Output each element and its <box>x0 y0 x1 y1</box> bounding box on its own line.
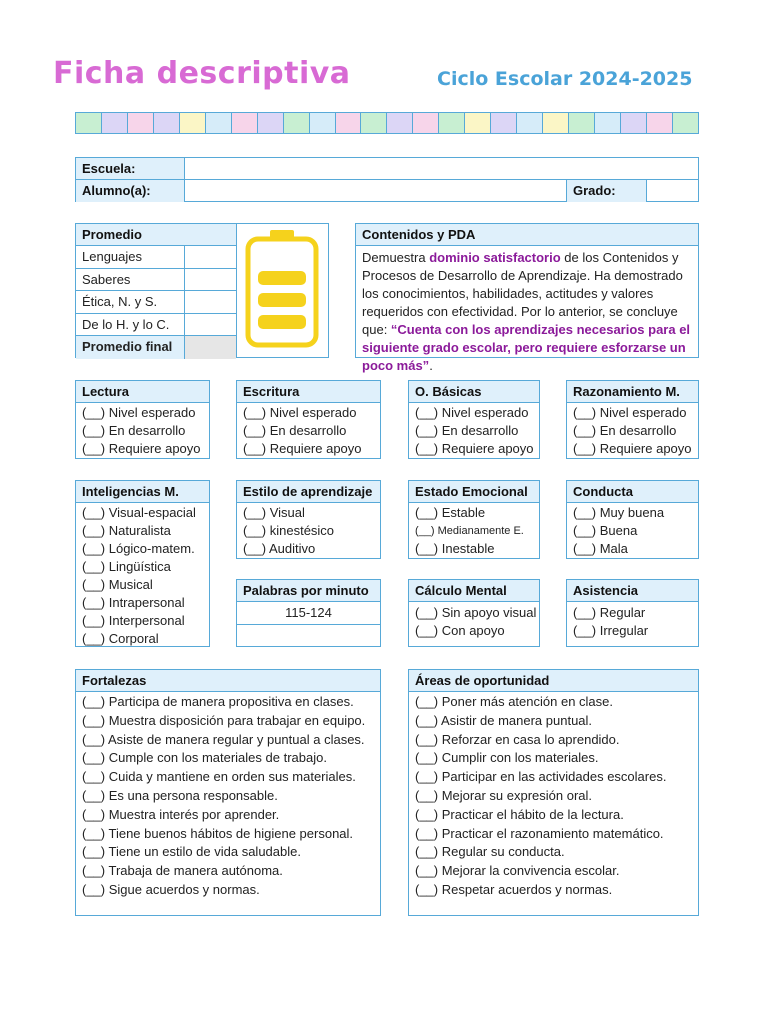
checklist-option[interactable]: (__) Mala <box>573 541 628 556</box>
calculo-header: Cálculo Mental <box>409 580 539 602</box>
checklist-option[interactable]: (__) Trabaja de manera autónoma. <box>82 863 283 879</box>
grade-field[interactable] <box>647 180 698 202</box>
checklist-option[interactable]: (__) Regular <box>573 605 646 620</box>
checklist-option[interactable]: (__) Muestra disposición para trabajar en equipo. <box>82 712 366 728</box>
final-average-label: Promedio final <box>76 336 185 359</box>
estilo-header: Estilo de aprendizaje <box>237 481 380 503</box>
checklist-option[interactable]: (__) Nivel esperado <box>573 405 687 420</box>
subject-row <box>76 291 236 314</box>
lectura-box <box>75 380 210 459</box>
inteligencias-box <box>75 480 210 647</box>
escritura-options <box>237 403 380 458</box>
calculo-options <box>409 602 539 640</box>
color-swatch <box>595 113 621 133</box>
conducta-box <box>566 480 699 559</box>
color-swatch <box>413 113 439 133</box>
emocional-options <box>409 503 539 558</box>
lectura-options <box>76 403 209 458</box>
checklist-option[interactable]: (__) Participa de manera propositiva en clases. <box>82 694 354 709</box>
checklist-option[interactable]: (__) En desarrollo <box>82 423 186 438</box>
checklist-option[interactable]: (__) Nivel esperado <box>82 405 196 420</box>
checklist-option[interactable]: (__) Es una persona responsable. <box>82 787 278 803</box>
areas-box <box>408 669 699 916</box>
checklist-option[interactable]: (__) Irregular <box>573 623 649 638</box>
pda-text-part: de los Contenidos y Procesos de Desarrollo de Aprendizaje. Ha demostrado los conocimientos, habilidades, actitudes y valores requeridos con efectividad. Por lo anterior, se concluye que: <box>362 250 683 337</box>
color-swatch <box>621 113 647 133</box>
student-field[interactable] <box>185 180 567 202</box>
checklist-option[interactable]: (__) Muestra interés por aprender. <box>82 806 280 822</box>
final-average-field[interactable] <box>185 336 236 359</box>
inteligencias-options <box>76 503 209 648</box>
battery-icon <box>237 224 328 357</box>
areas-options <box>409 692 698 900</box>
battery-box <box>236 223 329 358</box>
student-info-table <box>75 157 699 202</box>
subject-row <box>76 314 236 337</box>
subject-grade-field[interactable] <box>185 291 236 313</box>
checklist-option[interactable]: (__) Requiere apoyo <box>573 441 692 456</box>
escritura-header: Escritura <box>237 381 380 403</box>
emocional-header: Estado Emocional <box>409 481 539 503</box>
checklist-option[interactable]: (__) Visual <box>243 505 305 520</box>
color-swatch <box>439 113 465 133</box>
checklist-option[interactable]: (__) Practicar el razonamiento matemático. <box>415 825 664 841</box>
razonamiento-header: Razonamiento M. <box>567 381 698 403</box>
palabras-field[interactable] <box>237 625 380 646</box>
school-cycle: Ciclo Escolar 2024-2025 <box>437 68 693 90</box>
checklist-option[interactable]: (__) En desarrollo <box>243 423 347 438</box>
areas-header: Áreas de oportunidad <box>409 670 698 692</box>
color-swatch <box>102 113 128 133</box>
pda-text-part: Demuestra <box>362 250 430 265</box>
school-row <box>76 158 698 180</box>
color-swatch <box>465 113 491 133</box>
color-swatch <box>310 113 336 133</box>
pda-text-part: . <box>429 358 433 373</box>
school-label: Escuela: <box>76 158 185 179</box>
checklist-option[interactable]: (__) kinestésico <box>243 523 335 538</box>
asistencia-box <box>566 579 699 647</box>
checklist-option[interactable]: (__) Lógico-matem. <box>82 541 195 556</box>
estilo-options <box>237 503 380 558</box>
color-swatch <box>673 113 698 133</box>
conducta-options <box>567 503 698 558</box>
conducta-header: Conducta <box>567 481 698 503</box>
subject-name: Ética, N. y S. <box>76 291 185 313</box>
fortalezas-header: Fortalezas <box>76 670 380 692</box>
color-swatch <box>647 113 673 133</box>
checklist-option[interactable]: (__) Cumplir con los materiales. <box>415 750 599 766</box>
checklist-option[interactable]: (__) En desarrollo <box>573 423 677 438</box>
checklist-option[interactable]: (__) Nivel esperado <box>243 405 357 420</box>
grade-label: Grado: <box>567 180 647 202</box>
checklist-option[interactable]: (__) Tiene buenos hábitos de higiene personal. <box>82 825 354 841</box>
checklist-option[interactable]: (__) Muy buena <box>573 505 665 520</box>
checklist-option[interactable]: (__) Requiere apoyo <box>243 441 362 456</box>
checklist-option[interactable]: (__) Estable <box>415 505 486 520</box>
fortalezas-options <box>76 692 380 900</box>
checklist-option[interactable]: (__) Sin apoyo visual <box>415 605 537 620</box>
pda-highlight: dominio satisfactorio <box>429 250 561 265</box>
subject-row <box>76 246 236 269</box>
checklist-option[interactable]: (__) Reforzar en casa lo aprendido. <box>415 731 620 747</box>
palabras-value: 115-124 <box>237 602 380 625</box>
color-swatch <box>517 113 543 133</box>
student-row <box>76 180 698 202</box>
pda-text <box>356 246 698 378</box>
pda-header: Contenidos y PDA <box>356 224 698 246</box>
checklist-option[interactable]: (__) Sigue acuerdos y normas. <box>82 881 260 897</box>
checklist-option[interactable]: (__) Respetar acuerdos y normas. <box>415 881 613 897</box>
obasicas-options <box>409 403 539 458</box>
checklist-option[interactable]: (__) Inestable <box>415 541 495 556</box>
checklist-option[interactable]: (__) Tiene un estilo de vida saludable. <box>82 844 301 860</box>
subject-grade-field[interactable] <box>185 269 236 291</box>
student-label: Alumno(a): <box>76 180 185 202</box>
checklist-option[interactable]: (__) Cumple con los materiales de trabajo. <box>82 750 327 766</box>
checklist-option[interactable]: (__) Participar en las actividades escolares. <box>415 769 667 785</box>
color-swatch <box>76 113 102 133</box>
pda-box <box>355 223 699 373</box>
subject-name: Lenguajes <box>76 246 185 268</box>
checklist-option[interactable]: (__) Medianamente E. <box>415 525 524 537</box>
checklist-option[interactable]: (__) Visual-espacial <box>82 505 196 520</box>
color-swatch <box>387 113 413 133</box>
checklist-option[interactable]: (__) Interpersonal <box>82 613 185 628</box>
checklist-option[interactable]: (__) Con apoyo <box>415 623 505 638</box>
checklist-option[interactable]: (__) En desarrollo <box>415 423 519 438</box>
decorative-color-strip <box>75 112 699 134</box>
asistencia-header: Asistencia <box>567 580 698 602</box>
checklist-option[interactable]: (__) Poner más atención en clase. <box>415 694 613 709</box>
checklist-option[interactable]: (__) Lingüística <box>82 559 171 574</box>
color-swatch <box>128 113 154 133</box>
checklist-option[interactable]: (__) Asiste de manera regular y puntual a clases. <box>82 731 365 747</box>
checklist-option[interactable]: (__) Buena <box>573 523 638 538</box>
obasicas-box <box>408 380 540 459</box>
checklist-option[interactable]: (__) Naturalista <box>82 523 171 538</box>
pda-conclusion: “Cuenta con los aprendizajes necesarios para el siguiente grado escolar, pero requiere esforzarse un poco más” <box>362 322 691 373</box>
checklist-option[interactable]: (__) Practicar el hábito de la lectura. <box>415 806 624 822</box>
final-average-row <box>76 336 236 359</box>
color-swatch <box>154 113 180 133</box>
subject-grade-field[interactable] <box>185 314 236 336</box>
palabras-box <box>236 579 381 647</box>
checklist-option[interactable]: (__) Nivel esperado <box>415 405 529 420</box>
checklist-option[interactable]: (__) Asistir de manera puntual. <box>415 712 593 728</box>
checklist-option[interactable]: (__) Auditivo <box>243 541 316 556</box>
checklist-option[interactable]: (__) Corporal <box>82 631 159 646</box>
emocional-box <box>408 480 540 559</box>
checklist-option[interactable]: (__) Intrapersonal <box>82 595 185 610</box>
color-swatch <box>258 113 284 133</box>
checklist-option[interactable]: (__) Cuida y mantiene en orden sus materiales. <box>82 769 356 785</box>
checklist-option[interactable]: (__) Musical <box>82 577 153 592</box>
asistencia-options <box>567 602 698 640</box>
obasicas-header: O. Básicas <box>409 381 539 403</box>
color-swatch <box>361 113 387 133</box>
promedio-header: Promedio <box>76 224 236 246</box>
subject-name: Saberes <box>76 269 185 291</box>
subject-row <box>76 269 236 292</box>
subject-grade-field[interactable] <box>185 246 236 268</box>
palabras-header: Palabras por minuto <box>237 580 380 602</box>
subject-name: De lo H. y lo C. <box>76 314 185 336</box>
color-swatch <box>491 113 517 133</box>
escritura-box <box>236 380 381 459</box>
checklist-option[interactable]: (__) Requiere apoyo <box>415 441 534 456</box>
color-swatch <box>284 113 310 133</box>
color-swatch <box>569 113 595 133</box>
checklist-option[interactable]: (__) Requiere apoyo <box>82 441 201 456</box>
page-title: Ficha descriptiva <box>53 56 351 91</box>
color-swatch <box>180 113 206 133</box>
lectura-header: Lectura <box>76 381 209 403</box>
color-swatch <box>336 113 362 133</box>
checklist-option[interactable]: (__) Mejorar la convivencia escolar. <box>415 863 620 879</box>
fortalezas-box <box>75 669 381 916</box>
color-swatch <box>543 113 569 133</box>
color-swatch <box>232 113 258 133</box>
estilo-box <box>236 480 381 559</box>
razonamiento-box <box>566 380 699 459</box>
promedio-table <box>75 223 237 358</box>
checklist-option[interactable]: (__) Regular su conducta. <box>415 844 565 860</box>
color-swatch <box>206 113 232 133</box>
razonamiento-options <box>567 403 698 458</box>
school-field[interactable] <box>185 158 698 179</box>
inteligencias-header: Inteligencias M. <box>76 481 209 503</box>
checklist-option[interactable]: (__) Mejorar su expresión oral. <box>415 787 593 803</box>
calculo-box <box>408 579 540 647</box>
